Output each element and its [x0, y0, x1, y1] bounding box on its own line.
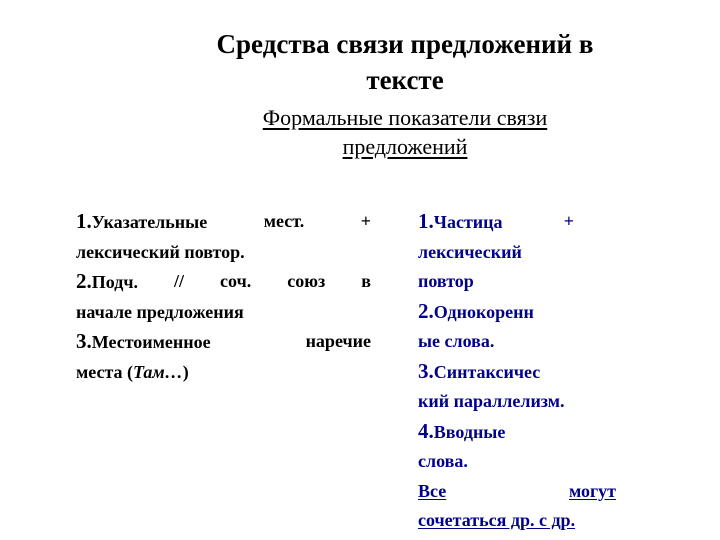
left-item-2-word: соч.	[220, 271, 252, 291]
subtitle-line-2: предложений	[342, 134, 468, 159]
left-item-2-word: в	[361, 271, 371, 291]
left-item-2-word: Подч.	[91, 272, 138, 292]
left-item-1-plus: +	[360, 211, 371, 231]
left-item-3-word: наречие	[305, 331, 371, 351]
right-item-1-line-1	[418, 207, 616, 238]
right-item-3-number: 3.	[418, 358, 434, 383]
right-item-4-number: 4.	[418, 418, 434, 443]
left-item-3-line-1	[76, 327, 371, 358]
slide-subtitle	[200, 103, 610, 161]
right-note-line-2: сочетаться др. с др.	[418, 510, 576, 530]
right-item-2-text: Однокоренн	[433, 301, 534, 322]
right-note-word: могут	[568, 480, 616, 501]
left-item-1-line-1	[76, 207, 371, 238]
left-item-2-word: союз	[287, 271, 326, 291]
right-item-2-number: 2.	[418, 298, 434, 323]
right-item-1-plus: +	[563, 211, 574, 231]
right-item-2-line-2: ые слова.	[418, 331, 495, 351]
left-column	[76, 207, 371, 387]
right-item-1-line-3: повтор	[418, 271, 474, 291]
right-column	[418, 207, 616, 536]
title-line-1: Средства связи предложений в	[216, 29, 594, 59]
subtitle-line-1: Формальные показатели связи	[262, 105, 548, 130]
left-item-3-number: 3.	[76, 329, 92, 353]
right-item-1-number: 1.	[418, 209, 434, 233]
left-item-1-line-2: лексический повтор.	[76, 241, 245, 262]
right-item-2-line-1	[418, 297, 616, 328]
right-note-word: Все	[418, 480, 447, 501]
left-item-3-line-2	[76, 358, 371, 388]
right-item-3-line-2: кий параллелизм.	[418, 391, 565, 411]
left-item-1-number: 1.	[76, 209, 92, 233]
left-item-3-italic-text: Там…	[133, 361, 183, 382]
right-note-line-1	[418, 477, 616, 507]
left-item-1-word: мест.	[263, 211, 305, 231]
right-item-4-line-1	[418, 417, 616, 448]
left-item-2-line-1	[76, 267, 371, 298]
right-item-3-line-1	[418, 357, 616, 388]
right-item-4-line-2: слова.	[418, 451, 468, 471]
left-item-2-number: 2.	[76, 269, 92, 293]
left-item-2-line-2: начале предложения	[76, 301, 244, 322]
title-line-2: тексте	[366, 65, 444, 95]
right-item-1-line-2: лексический	[418, 241, 522, 262]
right-item-4-text: Вводные	[433, 421, 506, 442]
left-item-2-word: //	[174, 271, 185, 291]
left-item-3-text: )	[182, 361, 189, 382]
left-item-3-text: места (	[76, 361, 134, 382]
left-item-1-word: Указательные	[91, 212, 208, 232]
right-item-1-word: Частица	[433, 212, 503, 232]
right-item-3-text: Синтаксичес	[433, 361, 541, 382]
left-item-3-word: Местоименное	[91, 332, 211, 352]
slide-title	[160, 26, 650, 98]
